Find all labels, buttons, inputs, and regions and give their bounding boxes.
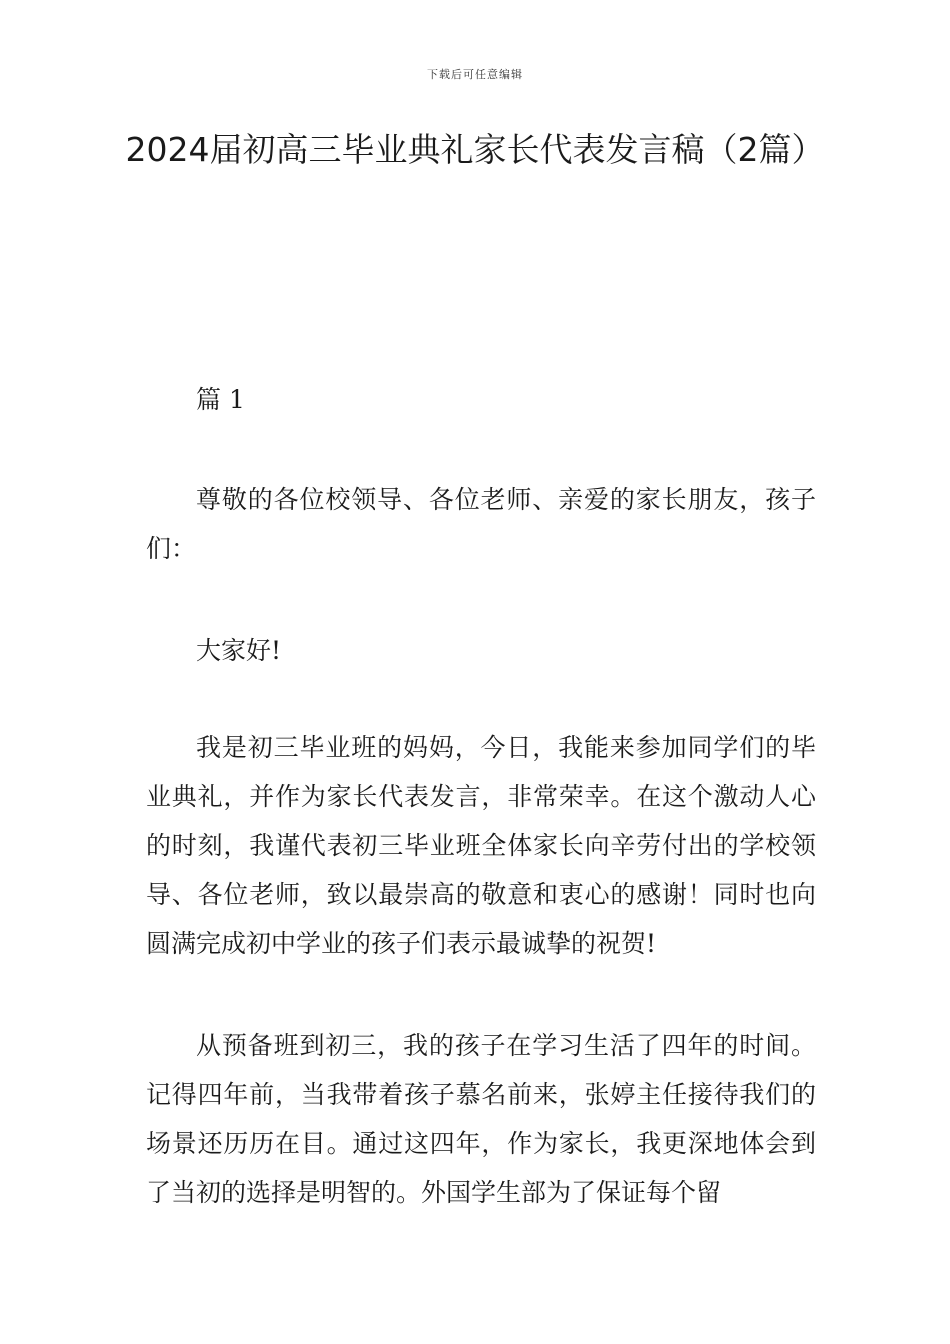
salutation-paragraph: 尊敬的各位校领导、各位老师、亲爱的家长朋友，孩子们：: [146, 485, 816, 563]
document-title: 2024届初高三毕业典礼家长代表发言稿（2篇）: [125, 130, 825, 169]
header-note: 下载后可任意编辑: [427, 68, 523, 81]
body-paragraph: 我是初三毕业班的妈妈，今日，我能来参加同学们的毕业典礼，并作为家长代表发言，非常荣幸。在这个激动人心的时刻，我谨代表初三毕业班全体家长向辛劳付出的学校领导、各位老师，致以最崇高的敬意和衷心的感谢！同时也向圆满完成初中学业的孩子们表示最诚挚的祝贺!: [146, 733, 816, 958]
greeting-paragraph: 大家好!: [196, 636, 282, 665]
body-paragraph: 从预备班到初三，我的孩子在学习生活了四年的时间。记得四年前，当我带着孩子慕名前来，张婷主任接待我们的场景还历历在目。通过这四年，作为家长，我更深地体会到了当初的选择是明智的。外国学生部为了保证每个留: [146, 1031, 816, 1207]
section-label: 篇 1: [196, 385, 245, 414]
